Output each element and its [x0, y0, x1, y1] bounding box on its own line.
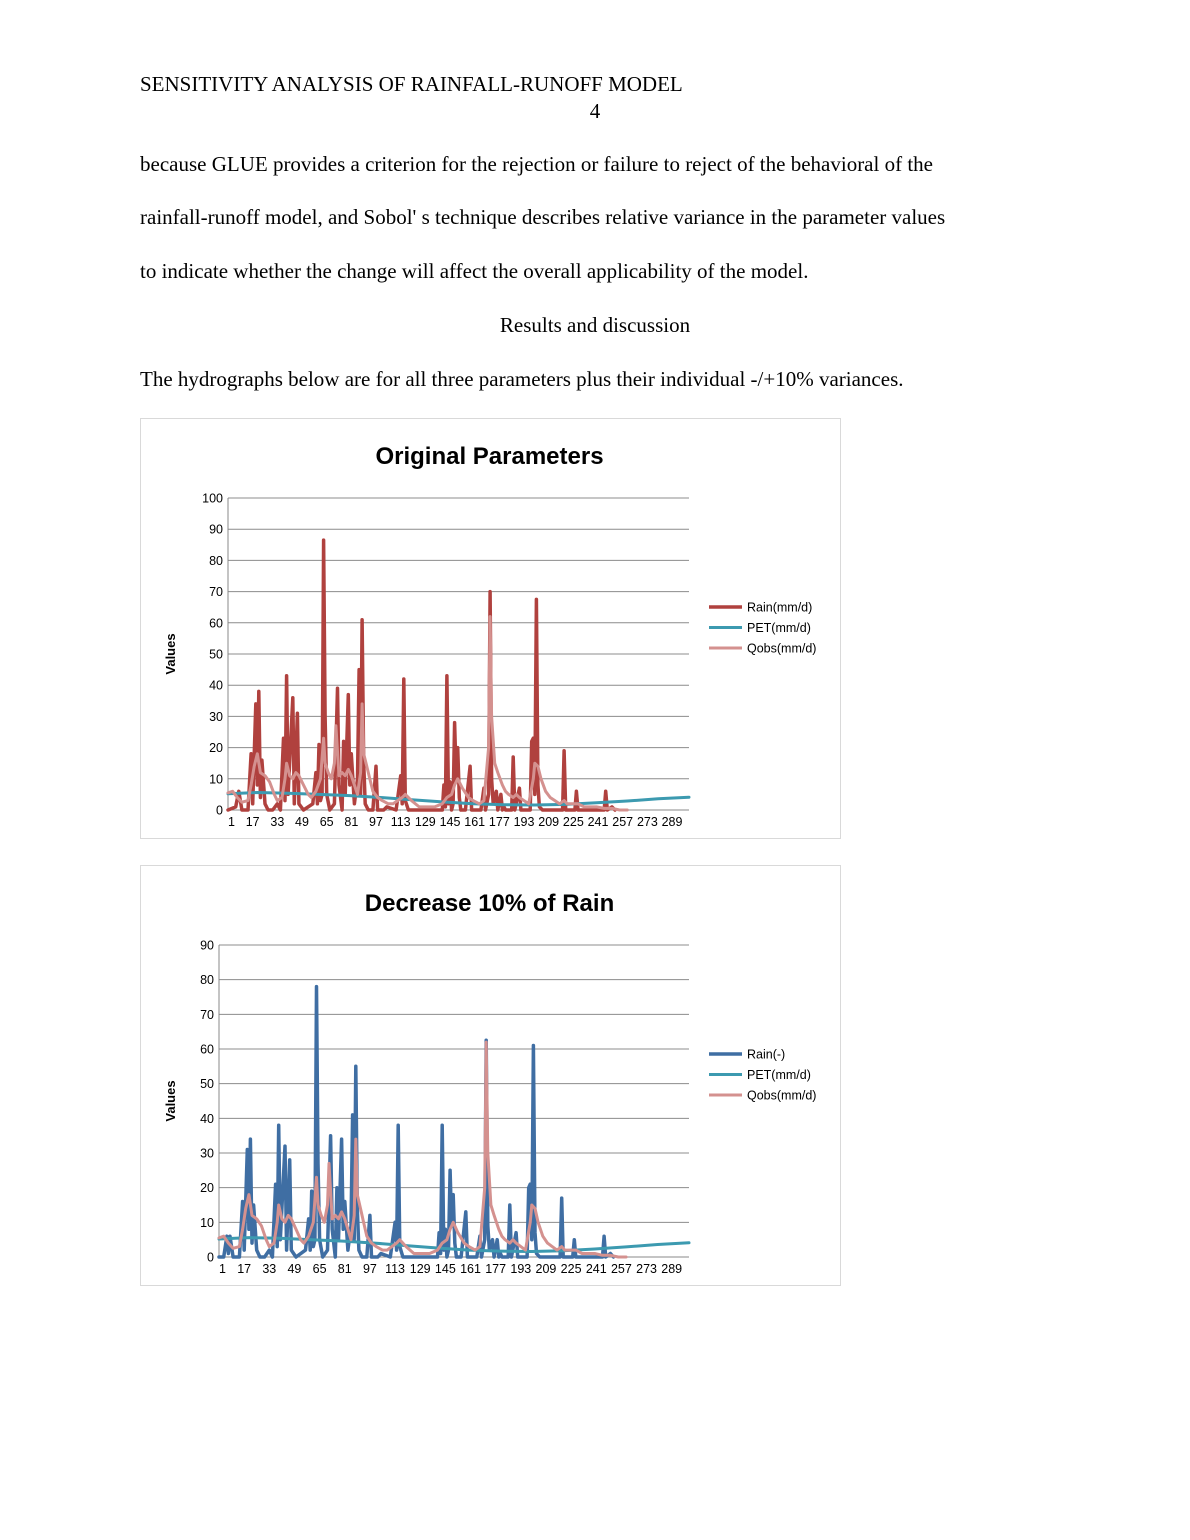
x-tick-label: 81 [337, 1262, 352, 1276]
x-tick-label: 1 [219, 1262, 226, 1276]
x-tick-label: 33 [262, 1262, 277, 1276]
x-tick-label: 273 [636, 815, 658, 829]
x-tick-label: 193 [510, 1262, 532, 1276]
x-tick-label: 161 [464, 815, 486, 829]
chart-original-parameters [140, 418, 841, 839]
y-tick-label: 10 [200, 1215, 214, 1230]
legend-label: Rain(-) [747, 1047, 786, 1062]
x-tick-label: 49 [287, 1262, 302, 1276]
body-line-1: because GLUE provides a criterion for the rejection or failure to reject of the behavioral of the [140, 152, 933, 176]
y-tick-label: 50 [209, 647, 223, 662]
y-tick-label: 80 [209, 553, 223, 568]
x-tick-label: 225 [562, 815, 584, 829]
x-tick-label: 17 [245, 815, 260, 829]
x-tick-label: 129 [409, 1262, 431, 1276]
legend-label: PET(mm/d) [747, 621, 811, 635]
y-tick-label: 0 [216, 803, 223, 818]
legend-label: Qobs(mm/d) [747, 1088, 817, 1103]
x-tick-label: 209 [535, 1262, 557, 1276]
y-tick-label: 70 [200, 1007, 214, 1022]
y-tick-label: 60 [200, 1042, 214, 1057]
x-tick-label: 65 [312, 1262, 327, 1276]
y-tick-label: 30 [200, 1146, 214, 1161]
chart-decrease-rain [140, 865, 841, 1286]
y-tick-label: 20 [209, 741, 223, 756]
section-heading: Results and discussion [499, 313, 691, 337]
chart-title: Original Parameters [375, 443, 604, 470]
chart-title: Decrease 10% of Rain [364, 890, 615, 917]
x-tick-label: 257 [612, 815, 634, 829]
x-tick-label: 65 [319, 815, 334, 829]
y-tick-label: 70 [209, 585, 223, 600]
x-tick-label: 193 [513, 815, 535, 829]
body-line-3: to indicate whether the change will affect the overall applicability of the model. [140, 259, 809, 283]
x-tick-label: 17 [237, 1262, 252, 1276]
y-tick-label: 40 [209, 678, 223, 693]
x-tick-label: 289 [661, 1262, 683, 1276]
x-tick-label: 113 [390, 815, 411, 829]
y-axis-label: Values [163, 1080, 178, 1122]
running-head: SENSITIVITY ANALYSIS OF RAINFALL-RUNOFF MODEL [140, 72, 683, 96]
x-tick-label: 241 [587, 815, 609, 829]
x-tick-label: 97 [369, 815, 383, 829]
x-tick-label: 177 [488, 815, 510, 829]
x-tick-label: 273 [636, 1262, 657, 1276]
y-tick-label: 100 [202, 491, 223, 506]
legend-label: Qobs(mm/d) [747, 641, 817, 656]
x-tick-label: 1 [228, 815, 235, 829]
y-tick-label: 40 [200, 1111, 214, 1126]
x-tick-label: 177 [485, 1262, 507, 1276]
x-tick-label: 129 [414, 815, 436, 829]
x-tick-label: 289 [661, 815, 683, 829]
x-tick-label: 241 [585, 1262, 607, 1276]
x-tick-label: 145 [434, 1262, 456, 1276]
y-tick-label: 80 [200, 973, 214, 988]
intro-paragraph: The hydrographs below are for all three parameters plus their individual -/+10% variances. [140, 367, 904, 391]
legend-label: PET(mm/d) [747, 1068, 811, 1082]
y-tick-label: 90 [209, 522, 223, 537]
y-tick-label: 20 [200, 1181, 214, 1196]
x-tick-label: 209 [538, 815, 560, 829]
x-tick-label: 113 [385, 1262, 406, 1276]
x-tick-label: 257 [610, 1262, 632, 1276]
x-tick-label: 161 [460, 1262, 481, 1276]
x-tick-label: 49 [295, 815, 309, 829]
y-tick-label: 0 [207, 1250, 214, 1265]
x-tick-label: 81 [344, 815, 359, 829]
x-tick-label: 225 [560, 1262, 582, 1276]
chart-original-parameters-svg [141, 419, 840, 838]
y-tick-label: 50 [200, 1077, 214, 1092]
body-line-2: rainfall-runoff model, and Sobol' s technique describes relative variance in the parameter values [140, 205, 946, 229]
page-number: 4 [589, 99, 601, 123]
chart-decrease-rain-svg [141, 866, 840, 1285]
y-tick-label: 60 [209, 616, 223, 631]
x-tick-label: 33 [270, 815, 285, 829]
y-tick-label: 90 [200, 938, 214, 953]
y-tick-label: 10 [209, 772, 223, 787]
x-tick-label: 145 [439, 815, 461, 829]
legend-label: Rain(mm/d) [747, 600, 813, 615]
y-axis-label: Values [163, 633, 178, 675]
y-tick-label: 30 [209, 709, 223, 724]
x-tick-label: 97 [362, 1262, 377, 1276]
